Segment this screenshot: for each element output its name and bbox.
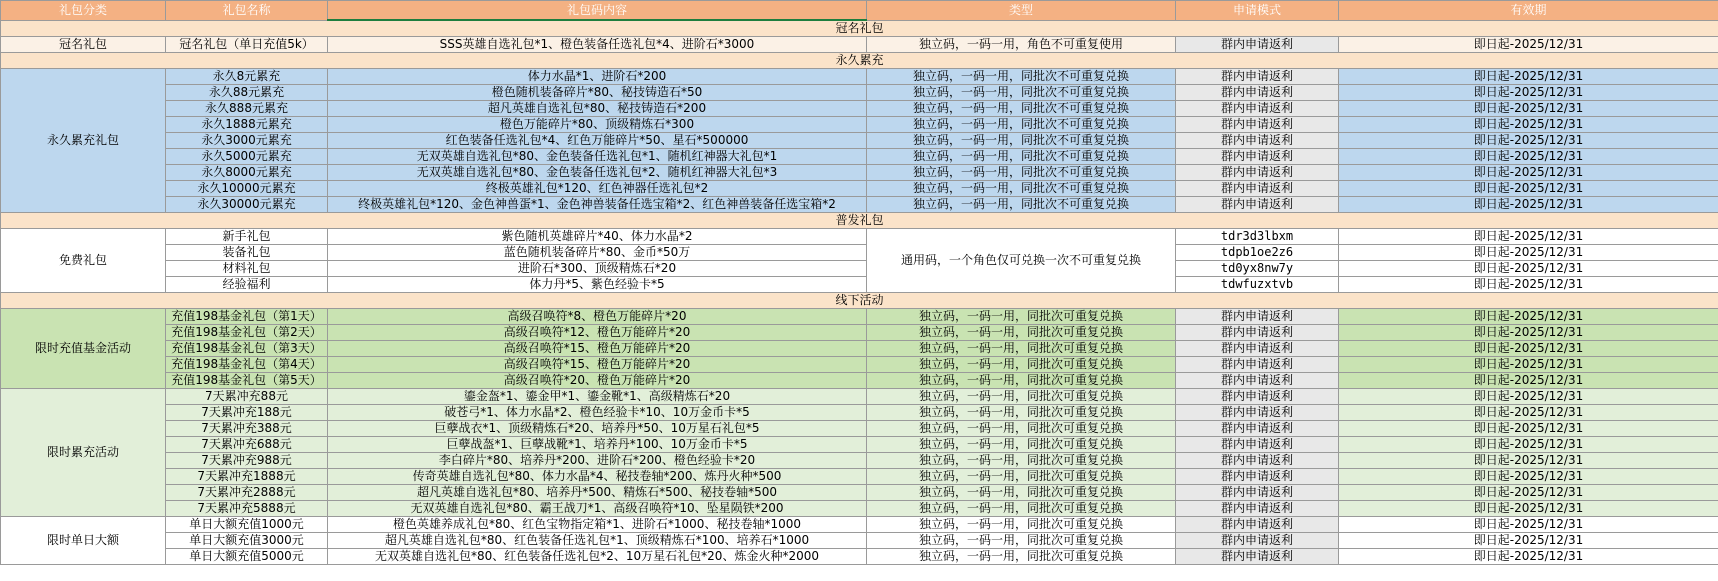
validity-cell[interactable]: 即日起-2025/12/31 bbox=[1339, 181, 1718, 197]
table-row bbox=[1, 533, 1718, 549]
validity-cell[interactable]: 即日起-2025/12/31 bbox=[1339, 309, 1718, 325]
gift-code-cell[interactable]: tdwfuzxtvb bbox=[1176, 277, 1339, 293]
gift-name-cell[interactable]: 单日大额充值1000元 bbox=[166, 517, 328, 533]
table-row bbox=[1, 389, 1718, 405]
category-cell[interactable]: 限时充值基金活动 bbox=[1, 309, 166, 389]
table-row bbox=[1, 277, 1718, 293]
type-cell[interactable]: 独立码，一码一用，同批次可重复兑换 bbox=[867, 405, 1176, 421]
validity-cell[interactable]: 即日起-2025/12/31 bbox=[1339, 261, 1718, 277]
validity-cell[interactable]: 即日起-2025/12/31 bbox=[1339, 85, 1718, 101]
gift-code-cell[interactable]: tdr3d3lbxm bbox=[1176, 229, 1339, 245]
table-row bbox=[1, 357, 1718, 373]
gift-content-cell[interactable]: 鎏金盔*1、鎏金甲*1、鎏金靴*1、高级精炼石*20 bbox=[328, 389, 867, 405]
gift-name-cell[interactable]: 充值198基金礼包（第5天） bbox=[166, 373, 328, 389]
gift-content-cell[interactable]: 无双英雄自选礼包*80、金色装备任选礼包*2、随机红神器大礼包*3 bbox=[328, 165, 867, 181]
table-row bbox=[1, 149, 1718, 165]
type-cell[interactable]: 独立码，一码一用，同批次可重复兑换 bbox=[867, 357, 1176, 373]
gift-name-cell[interactable]: 充值198基金礼包（第4天） bbox=[166, 357, 328, 373]
section-title[interactable]: 冠名礼包 bbox=[1, 20, 1718, 37]
validity-cell[interactable]: 即日起-2025/12/31 bbox=[1339, 405, 1718, 421]
gift-name-cell[interactable]: 7天累冲充88元 bbox=[166, 389, 328, 405]
section-title-row bbox=[1, 20, 1718, 37]
gift-name-cell[interactable]: 充值198基金礼包（第3天） bbox=[166, 341, 328, 357]
mode-cell[interactable]: 群内申请返利 bbox=[1176, 357, 1339, 373]
gift-content-cell[interactable]: 高级召唤符*15、橙色万能碎片*20 bbox=[328, 341, 867, 357]
mode-cell[interactable]: 群内申请返利 bbox=[1176, 325, 1339, 341]
table-row bbox=[1, 421, 1718, 437]
mode-cell[interactable]: 群内申请返利 bbox=[1176, 341, 1339, 357]
mode-cell[interactable]: 群内申请返利 bbox=[1176, 165, 1339, 181]
table-row bbox=[1, 485, 1718, 501]
gift-content-cell[interactable]: 超凡英雄自选礼包*80、秘技铸造石*200 bbox=[328, 101, 867, 117]
mode-cell[interactable]: 群内申请返利 bbox=[1176, 469, 1339, 485]
gift-content-cell[interactable]: 蓝色随机装备碎片*80、金币*50万 bbox=[328, 245, 867, 261]
type-cell[interactable]: 独立码，一码一用，同批次可重复兑换 bbox=[867, 389, 1176, 405]
section-title-row bbox=[1, 213, 1718, 229]
mode-cell[interactable]: 群内申请返利 bbox=[1176, 181, 1339, 197]
type-cell[interactable]: 独立码，一码一用，同批次可重复兑换 bbox=[867, 485, 1176, 501]
type-cell[interactable]: 独立码，一码一用，同批次不可重复兑换 bbox=[867, 149, 1176, 165]
gift-name-cell[interactable]: 永久888元累充 bbox=[166, 101, 328, 117]
gift-content-cell[interactable]: 终极英雄礼包*120、红色神器任选礼包*2 bbox=[328, 181, 867, 197]
table-row bbox=[1, 197, 1718, 213]
validity-cell[interactable]: 即日起-2025/12/31 bbox=[1339, 437, 1718, 453]
mode-cell[interactable]: 群内申请返利 bbox=[1176, 117, 1339, 133]
gift-content-cell[interactable]: 橙色随机装备碎片*80、秘技铸造石*50 bbox=[328, 85, 867, 101]
type-cell[interactable]: 独立码，一码一用，同批次可重复兑换 bbox=[867, 325, 1176, 341]
table-row bbox=[1, 469, 1718, 485]
mode-cell[interactable]: 群内申请返利 bbox=[1176, 421, 1339, 437]
gift-name-cell[interactable]: 7天累冲充1888元 bbox=[166, 469, 328, 485]
gift-content-cell[interactable]: 橙色万能碎片*80、顶级精炼石*300 bbox=[328, 117, 867, 133]
gift-content-cell[interactable]: SSS英雄自选礼包*1、橙色装备任选礼包*4、进阶石*3000 bbox=[328, 37, 867, 53]
validity-cell[interactable]: 即日起-2025/12/31 bbox=[1339, 69, 1718, 85]
type-cell[interactable]: 独立码，一码一用，同批次不可重复兑换 bbox=[867, 69, 1176, 85]
gift-name-cell[interactable]: 永久30000元累充 bbox=[166, 197, 328, 213]
mode-cell[interactable]: 群内申请返利 bbox=[1176, 197, 1339, 213]
table-row bbox=[1, 261, 1718, 277]
header-cell-name[interactable]: 礼包名称 bbox=[166, 1, 328, 21]
gift-name-cell[interactable]: 充值198基金礼包（第1天） bbox=[166, 309, 328, 325]
gift-name-cell[interactable]: 永久8元累充 bbox=[166, 69, 328, 85]
table-row bbox=[1, 101, 1718, 117]
header-cell-content[interactable]: 礼包码内容 bbox=[328, 1, 867, 21]
category-cell[interactable]: 永久累充礼包 bbox=[1, 69, 166, 213]
table-row bbox=[1, 453, 1718, 469]
mode-cell[interactable]: 群内申请返利 bbox=[1176, 437, 1339, 453]
gift-code-cell[interactable]: td0yx8nw7y bbox=[1176, 261, 1339, 277]
gift-content-cell[interactable]: 巨孽战盔*1、巨孽战靴*1、培养丹*100、10万金币卡*5 bbox=[328, 437, 867, 453]
table-row bbox=[1, 325, 1718, 341]
validity-cell[interactable]: 即日起-2025/12/31 bbox=[1339, 501, 1718, 517]
gift-name-cell[interactable]: 永久8000元累充 bbox=[166, 165, 328, 181]
table-row bbox=[1, 549, 1718, 565]
gift-name-cell[interactable]: 永久88元累充 bbox=[166, 85, 328, 101]
gift-name-cell[interactable]: 7天累冲充2888元 bbox=[166, 485, 328, 501]
header-cell-mode[interactable]: 申请模式 bbox=[1176, 1, 1339, 21]
table-row bbox=[1, 517, 1718, 533]
validity-cell[interactable]: 即日起-2025/12/31 bbox=[1339, 469, 1718, 485]
type-cell[interactable]: 独立码，一码一用，同批次可重复兑换 bbox=[867, 309, 1176, 325]
header-cell-validity[interactable]: 有效期 bbox=[1339, 1, 1718, 21]
type-cell[interactable]: 独立码，一码一用，同批次可重复兑换 bbox=[867, 501, 1176, 517]
table-row bbox=[1, 405, 1718, 421]
type-cell[interactable]: 独立码，一码一用，同批次不可重复兑换 bbox=[867, 181, 1176, 197]
table-row bbox=[1, 245, 1718, 261]
gift-name-cell[interactable]: 7天累冲充5888元 bbox=[166, 501, 328, 517]
category-cell[interactable]: 限时单日大额 bbox=[1, 517, 166, 565]
mode-cell[interactable]: 群内申请返利 bbox=[1176, 69, 1339, 85]
section-title[interactable]: 普发礼包 bbox=[1, 213, 1718, 229]
table-row bbox=[1, 373, 1718, 389]
category-cell[interactable]: 冠名礼包 bbox=[1, 37, 166, 53]
validity-cell[interactable]: 即日起-2025/12/31 bbox=[1339, 453, 1718, 469]
gift-name-cell[interactable]: 永久3000元累充 bbox=[166, 133, 328, 149]
gift-content-cell[interactable]: 紫色随机英雄碎片*40、体力水晶*2 bbox=[328, 229, 867, 245]
type-cell[interactable]: 独立码，一码一用，同批次可重复兑换 bbox=[867, 517, 1176, 533]
header-cell-type[interactable]: 类型 bbox=[867, 1, 1176, 21]
type-cell[interactable]: 独立码，一码一用，同批次可重复兑换 bbox=[867, 453, 1176, 469]
validity-cell[interactable]: 即日起-2025/12/31 bbox=[1339, 421, 1718, 437]
table-row bbox=[1, 501, 1718, 517]
table-row bbox=[1, 181, 1718, 197]
gift-name-cell[interactable]: 7天累冲充188元 bbox=[166, 405, 328, 421]
table-row bbox=[1, 37, 1718, 53]
validity-cell[interactable]: 即日起-2025/12/31 bbox=[1339, 341, 1718, 357]
table-row bbox=[1, 117, 1718, 133]
mode-cell[interactable]: 群内申请返利 bbox=[1176, 517, 1339, 533]
gift-code-cell[interactable]: tdpb1oe2z6 bbox=[1176, 245, 1339, 261]
gift-name-cell[interactable]: 永久10000元累充 bbox=[166, 181, 328, 197]
table-row bbox=[1, 341, 1718, 357]
validity-cell[interactable]: 即日起-2025/12/31 bbox=[1339, 277, 1718, 293]
validity-cell[interactable]: 即日起-2025/12/31 bbox=[1339, 549, 1718, 565]
type-cell[interactable]: 独立码，一码一用，同批次可重复兑换 bbox=[867, 341, 1176, 357]
section-title-row bbox=[1, 53, 1718, 69]
validity-cell[interactable]: 即日起-2025/12/31 bbox=[1339, 373, 1718, 389]
mode-cell[interactable]: 群内申请返利 bbox=[1176, 309, 1339, 325]
validity-cell[interactable]: 即日起-2025/12/31 bbox=[1339, 101, 1718, 117]
gift-content-cell[interactable]: 超凡英雄自选礼包*80、培养丹*500、精炼石*500、秘技卷轴*500 bbox=[328, 485, 867, 501]
gift-content-cell[interactable]: 红色装备任选礼包*4、红色万能碎片*50、星石*500000 bbox=[328, 133, 867, 149]
table-row bbox=[1, 437, 1718, 453]
gift-content-cell[interactable]: 无双英雄自选礼包*80、红色装备任选礼包*2、10万星石礼包*20、炼金火种*2000 bbox=[328, 549, 867, 565]
validity-cell[interactable]: 即日起-2025/12/31 bbox=[1339, 533, 1718, 549]
validity-cell[interactable]: 即日起-2025/12/31 bbox=[1339, 149, 1718, 165]
mode-cell[interactable]: 群内申请返利 bbox=[1176, 133, 1339, 149]
validity-cell[interactable]: 即日起-2025/12/31 bbox=[1339, 389, 1718, 405]
gift-content-cell[interactable]: 高级召唤符*8、橙色万能碎片*20 bbox=[328, 309, 867, 325]
mode-cell[interactable]: 群内申请返利 bbox=[1176, 533, 1339, 549]
mode-cell[interactable]: 群内申请返利 bbox=[1176, 373, 1339, 389]
table-row bbox=[1, 165, 1718, 181]
type-cell[interactable]: 独立码，一码一用，同批次不可重复兑换 bbox=[867, 101, 1176, 117]
gift-name-cell[interactable]: 永久5000元累充 bbox=[166, 149, 328, 165]
type-cell[interactable]: 独立码，一码一用，同批次可重复兑换 bbox=[867, 533, 1176, 549]
table-row bbox=[1, 309, 1718, 325]
mode-cell[interactable]: 群内申请返利 bbox=[1176, 37, 1339, 53]
type-cell[interactable]: 独立码，一码一用，同批次不可重复兑换 bbox=[867, 165, 1176, 181]
type-cell[interactable]: 独立码，一码一用，同批次可重复兑换 bbox=[867, 549, 1176, 565]
mode-cell[interactable]: 群内申请返利 bbox=[1176, 549, 1339, 565]
gift-name-cell[interactable]: 7天累冲充388元 bbox=[166, 421, 328, 437]
table-row bbox=[1, 229, 1718, 245]
section-title-row bbox=[1, 293, 1718, 309]
validity-cell[interactable]: 即日起-2025/12/31 bbox=[1339, 325, 1718, 341]
mode-cell[interactable]: 群内申请返利 bbox=[1176, 101, 1339, 117]
type-cell[interactable]: 独立码，一码一用，同批次可重复兑换 bbox=[867, 469, 1176, 485]
gift-name-cell[interactable]: 充值198基金礼包（第2天） bbox=[166, 325, 328, 341]
table-row bbox=[1, 133, 1718, 149]
mode-cell[interactable]: 群内申请返利 bbox=[1176, 501, 1339, 517]
mode-cell[interactable]: 群内申请返利 bbox=[1176, 149, 1339, 165]
gift-content-cell[interactable]: 进阶石*300、顶级精炼石*20 bbox=[328, 261, 867, 277]
validity-cell[interactable]: 即日起-2025/12/31 bbox=[1339, 517, 1718, 533]
gift-content-cell[interactable]: 超凡英雄自选礼包*80、红色装备任选礼包*1、顶级精炼石*100、培养石*1000 bbox=[328, 533, 867, 549]
gift-content-cell[interactable]: 破苍弓*1、体力水晶*2、橙色经验卡*10、10万金币卡*5 bbox=[328, 405, 867, 421]
section-title[interactable]: 线下活动 bbox=[1, 293, 1718, 309]
validity-cell[interactable]: 即日起-2025/12/31 bbox=[1339, 165, 1718, 181]
table-row bbox=[1, 69, 1718, 85]
gift-content-cell[interactable]: 高级召唤符*12、橙色万能碎片*20 bbox=[328, 325, 867, 341]
validity-cell[interactable]: 即日起-2025/12/31 bbox=[1339, 229, 1718, 245]
gift-content-cell[interactable]: 体力丹*5、紫色经验卡*5 bbox=[328, 277, 867, 293]
header-row bbox=[1, 1, 1718, 21]
type-cell[interactable]: 独立码，一码一用，同批次可重复兑换 bbox=[867, 437, 1176, 453]
validity-cell[interactable]: 即日起-2025/12/31 bbox=[1339, 357, 1718, 373]
gift-content-cell[interactable]: 体力水晶*1、进阶石*200 bbox=[328, 69, 867, 85]
gift-name-cell[interactable]: 单日大额充值3000元 bbox=[166, 533, 328, 549]
gift-content-cell[interactable]: 终极英雄礼包*120、金色神兽蛋*1、金色神兽装备任选宝箱*2、红色神兽装备任选宝箱*2 bbox=[328, 197, 867, 213]
gift-content-cell[interactable]: 无双英雄自选礼包*80、霸王战刀*1、高级召唤符*10、坠星陨铁*200 bbox=[328, 501, 867, 517]
mode-cell[interactable]: 群内申请返利 bbox=[1176, 85, 1339, 101]
type-cell[interactable]: 通用码，一个角色仅可兑换一次不可重复兑换 bbox=[867, 229, 1176, 293]
gift-content-cell[interactable]: 高级召唤符*15、橙色万能碎片*20 bbox=[328, 357, 867, 373]
gift-name-cell[interactable]: 永久1888元累充 bbox=[166, 117, 328, 133]
mode-cell[interactable]: 群内申请返利 bbox=[1176, 405, 1339, 421]
gift-name-cell[interactable]: 新手礼包 bbox=[166, 229, 328, 245]
mode-cell[interactable]: 群内申请返利 bbox=[1176, 389, 1339, 405]
gift-content-cell[interactable]: 橙色英雄养成礼包*80、红色宝物指定箱*1、进阶石*1000、秘技卷轴*1000 bbox=[328, 517, 867, 533]
gift-name-cell[interactable]: 7天累冲充688元 bbox=[166, 437, 328, 453]
section-title[interactable]: 永久累充 bbox=[1, 53, 1718, 69]
gift-name-cell[interactable]: 7天累冲充988元 bbox=[166, 453, 328, 469]
type-cell[interactable]: 独立码，一码一用，同批次可重复兑换 bbox=[867, 421, 1176, 437]
gift-content-cell[interactable]: 高级召唤符*20、橙色万能碎片*20 bbox=[328, 373, 867, 389]
type-cell[interactable]: 独立码，一码一用，同批次不可重复兑换 bbox=[867, 133, 1176, 149]
mode-cell[interactable]: 群内申请返利 bbox=[1176, 453, 1339, 469]
validity-cell[interactable]: 即日起-2025/12/31 bbox=[1339, 485, 1718, 501]
gift-name-cell[interactable]: 单日大额充值5000元 bbox=[166, 549, 328, 565]
table-row bbox=[1, 85, 1718, 101]
mode-cell[interactable]: 群内申请返利 bbox=[1176, 485, 1339, 501]
validity-cell[interactable]: 即日起-2025/12/31 bbox=[1339, 117, 1718, 133]
gift-content-cell[interactable]: 李白碎片*80、培养丹*200、进阶石*200、橙色经验卡*20 bbox=[328, 453, 867, 469]
header-cell-category[interactable]: 礼包分类 bbox=[1, 1, 166, 21]
validity-cell[interactable]: 即日起-2025/12/31 bbox=[1339, 37, 1718, 53]
type-cell[interactable]: 独立码，一码一用，同批次不可重复兑换 bbox=[867, 117, 1176, 133]
validity-cell[interactable]: 即日起-2025/12/31 bbox=[1339, 133, 1718, 149]
validity-cell[interactable]: 即日起-2025/12/31 bbox=[1339, 245, 1718, 261]
gift-name-cell[interactable]: 冠名礼包（单日充值5k） bbox=[166, 37, 328, 53]
gift-name-cell[interactable]: 装备礼包 bbox=[166, 245, 328, 261]
gift-name-cell[interactable]: 材料礼包 bbox=[166, 261, 328, 277]
gift-content-cell[interactable]: 传奇英雄自选礼包*80、体力水晶*4、秘技卷轴*200、炼丹火种*500 bbox=[328, 469, 867, 485]
type-cell[interactable]: 独立码，一码一用，同批次不可重复兑换 bbox=[867, 197, 1176, 213]
category-cell[interactable]: 限时累充活动 bbox=[1, 389, 166, 517]
gift-name-cell[interactable]: 经验福利 bbox=[166, 277, 328, 293]
type-cell[interactable]: 独立码，一码一用，角色不可重复使用 bbox=[867, 37, 1176, 53]
gift-content-cell[interactable]: 巨孽战衣*1、顶级精炼石*20、培养丹*50、10万星石礼包*5 bbox=[328, 421, 867, 437]
type-cell[interactable]: 独立码，一码一用，同批次可重复兑换 bbox=[867, 373, 1176, 389]
validity-cell[interactable]: 即日起-2025/12/31 bbox=[1339, 197, 1718, 213]
gift-content-cell[interactable]: 无双英雄自选礼包*80、金色装备任选礼包*1、随机红神器大礼包*1 bbox=[328, 149, 867, 165]
type-cell[interactable]: 独立码，一码一用，同批次不可重复兑换 bbox=[867, 85, 1176, 101]
category-cell[interactable]: 免费礼包 bbox=[1, 229, 166, 293]
